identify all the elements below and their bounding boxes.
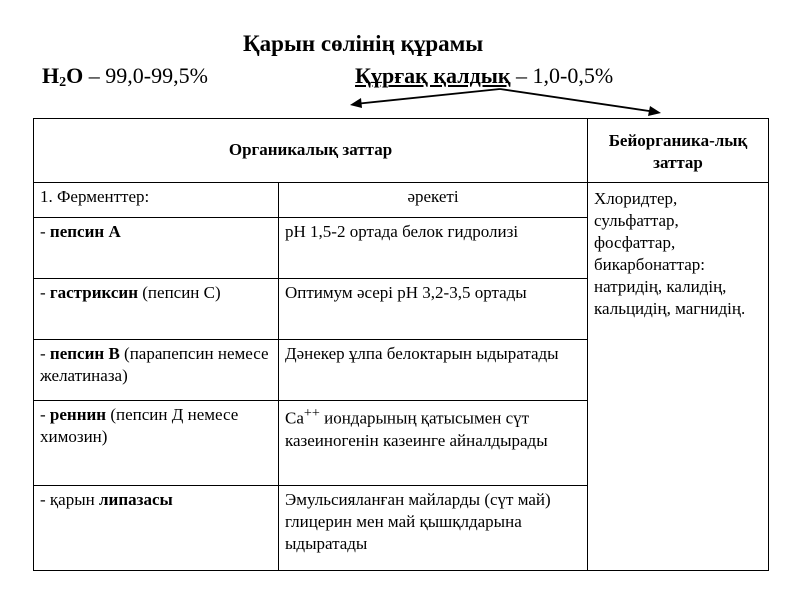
enzyme-name: липазасы	[99, 490, 173, 509]
enzyme-cell: - реннин (пепсин Д немесе химозин)	[34, 401, 279, 486]
enzyme-name: гастриксин	[49, 283, 139, 302]
action-label: әрекеті	[279, 183, 588, 218]
enzyme-name: пепсин В	[49, 344, 120, 363]
arrowhead-left	[350, 98, 362, 108]
water-value: – 99,0-99,5%	[83, 63, 208, 88]
enzyme-action: pH 1,5-2 ортада белок гидролизі	[279, 218, 588, 279]
enzyme-action: Оптимум әсері pH 3,2-3,5 ортады	[279, 279, 588, 340]
enzyme-cell: - пепсин В (парапепсин немесе желатиназа)	[34, 340, 279, 401]
inorganic-list: Хлоридтер, сульфаттар, фосфаттар, бикарбонаттар: натридің, калидің, кальцидің, магнидің.	[588, 183, 769, 571]
dry-residue-label: Құрғақ қалдық	[355, 63, 511, 88]
dry-residue-value: – 1,0-0,5%	[510, 63, 614, 88]
enzyme-cell: - пепсин А	[34, 218, 279, 279]
branch-arrows	[0, 0, 800, 130]
enzymes-label: 1. Ферменттер:	[34, 183, 279, 218]
header-inorganic: Бейорганика-лық заттар	[588, 119, 769, 183]
enzyme-action: Эмульсияланған майларды (сүт май) глицерин мен май қышқлдарына ыдыратады	[279, 486, 588, 571]
arrow-left	[355, 89, 500, 104]
arrow-right	[500, 89, 656, 112]
header-row	[34, 119, 769, 183]
enzyme-action: Дәнекер ұлпа белоктарын ыдыратады	[279, 340, 588, 401]
enzyme-cell: - гастриксин (пепсин С)	[34, 279, 279, 340]
header-organic: Органикалық заттар	[34, 119, 588, 183]
enzyme-name: реннин	[49, 405, 107, 424]
table-row	[34, 183, 769, 218]
enzyme-action: Са++ иондарының қатысымен сүт казеиногенін казеинге айналдырады	[279, 401, 588, 486]
arrowhead-right	[648, 106, 661, 116]
water-formula: $H_2O$	[42, 63, 84, 90]
enzyme-name: пепсин А	[49, 222, 121, 241]
enzyme-cell: - қарын липазасы	[34, 486, 279, 571]
page-title: Қарын сөлінің құрамы	[243, 31, 484, 56]
composition-table	[33, 118, 769, 571]
